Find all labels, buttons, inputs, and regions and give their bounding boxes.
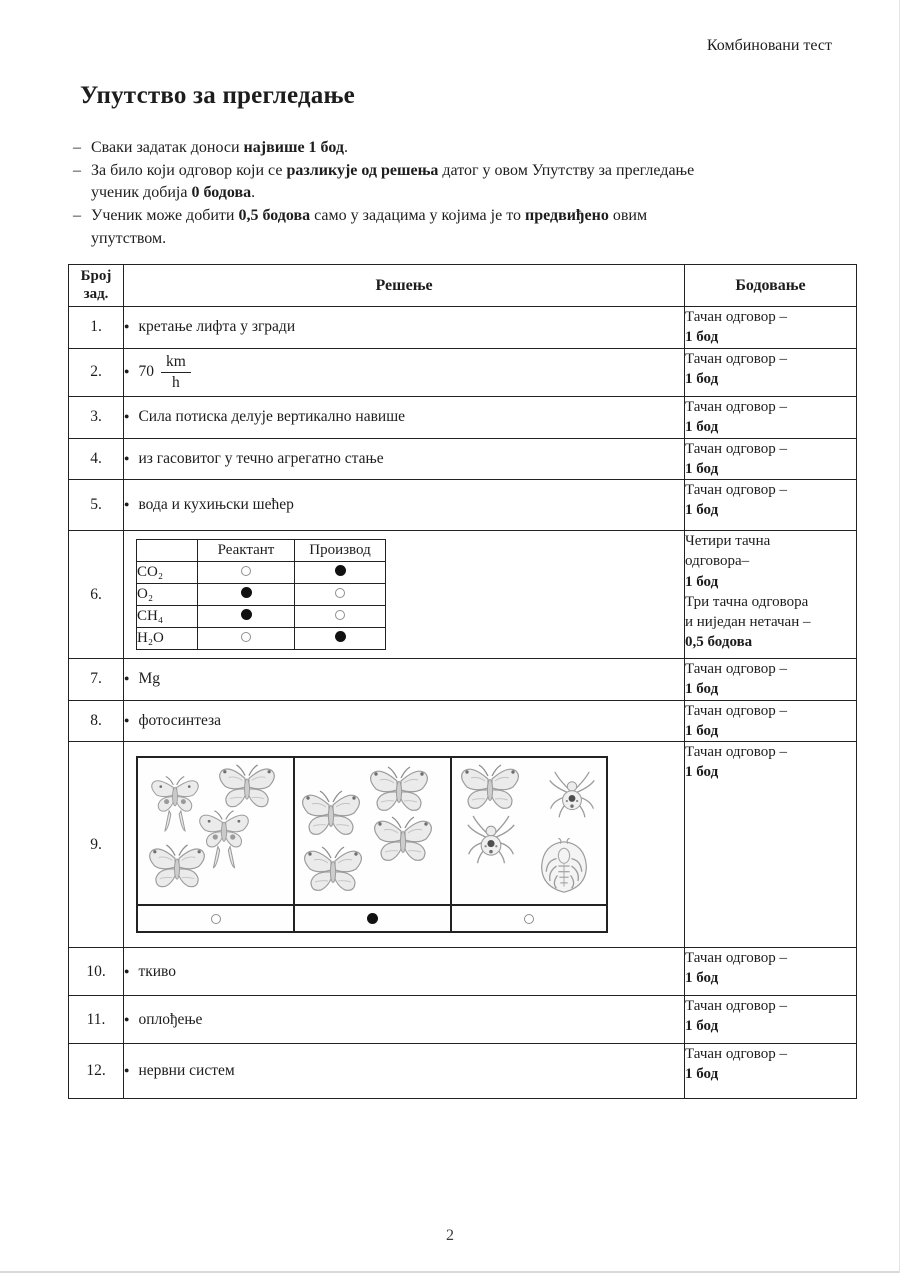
bullet-icon: ● [124,965,130,976]
fraction-numerator: km [161,353,191,373]
bullet-icon: ● [124,499,130,509]
instruction-item [73,160,863,205]
scoring-text-line: и ниједан нетачан – [685,614,811,630]
insect-panel [138,758,295,904]
instruction-item [73,205,863,250]
solution-value: 70 [138,362,154,380]
task-number: 11. [69,996,124,1044]
radio-unselected-icon [335,588,345,598]
instruction-segment: највише 1 бод [243,139,344,156]
task-number: 1. [69,307,124,349]
task-number: 3. [69,396,124,438]
solution-cell [124,396,685,438]
instruction-segment: 0,5 бодова [238,207,311,225]
fraction-denominator: h [171,373,180,391]
table-row [69,396,857,438]
radio-selected-icon [241,587,252,598]
chem-column-header [137,540,198,562]
insect-panels-figure [136,756,608,933]
instruction-segment: разликује од решења [286,161,439,179]
instruction-segment: . [343,139,348,156]
radio-selected-icon [241,609,252,620]
task-number: 5. [69,480,124,531]
solution-cell [124,659,685,701]
instruction-line [91,137,863,160]
radio-selected-icon [335,631,346,642]
instruction-segment: Сваки задатак доноси [91,139,244,156]
scoring-text-line: одговора– [685,553,750,570]
butterfly-icon [303,791,360,834]
insect-panel [452,758,606,904]
solution-cell [124,438,685,480]
solution-cell [124,348,685,396]
reactant-mark-cell [198,584,295,606]
chem-formula: H₂O [137,628,198,650]
dash-marker: – [73,207,81,225]
task-number: 7. [69,659,124,701]
instruction-text [91,160,863,205]
chem-row [137,584,386,606]
table-row [69,438,857,480]
scoring-text-line: Четири тачна [685,533,771,549]
instruction-line [91,205,863,228]
task-number: 4. [69,438,124,480]
scoring-cell [685,742,857,948]
scoring-text-line: Три тачна одговора [685,593,809,610]
scoring-cell [685,1044,857,1099]
solution-cell [124,307,685,349]
lunamoth-icon [152,777,199,831]
scoring-text-line: 1 бод [685,1018,719,1035]
instruction-segment: Ученик може добити [91,207,239,225]
radio-selected-icon [335,565,346,576]
scoring-text-line: Тачан одговор – [685,482,788,498]
table-row [69,659,857,701]
table-header-row [69,265,857,307]
chem-formula: CO₂ [137,562,198,584]
table-row [69,948,857,996]
solution-text: нервни систем [138,1062,235,1079]
column-header-task-number-line2: зад. [83,285,109,302]
scoring-cell [685,307,857,349]
scoring-text-line: 1 бод [685,681,719,698]
scoring-text-line: Тачан одговор – [685,350,788,367]
solution-cell [124,531,685,659]
solution-text: Mg [138,670,160,688]
spider-icon [550,772,595,817]
chem-formula: O₂ [137,584,198,606]
reactant-mark-cell [198,562,295,584]
bullet-icon: ● [124,673,130,684]
task-number: 10. [69,948,124,996]
scoring-text-line: Тачан одговор – [685,998,788,1014]
task-number: 6. [69,531,124,659]
scoring-text-line: 1 бод [685,1066,719,1083]
task-number: 12. [69,1044,124,1099]
scoring-cell [685,531,857,659]
task-number: 8. [69,700,124,742]
scoring-text-line: 1 бод [685,329,719,346]
product-mark-cell [295,562,386,584]
scoring-cell [685,700,857,742]
task-number: 9. [69,742,124,948]
scoring-text-line: 1 бод [685,460,719,477]
insect-panel-drawing [452,758,604,904]
table-row [69,700,857,742]
spider-icon [468,816,514,863]
solution-cell [124,742,685,948]
scoring-cell [685,396,857,438]
reactant-mark-cell [198,606,295,628]
table-row [69,1044,857,1099]
instruction-segment: предвиђено [524,207,609,225]
solution-text: Сила потиска делује вертикално навише [138,408,406,425]
chem-header-row [137,540,386,562]
column-header-scoring: Бодовање [685,265,857,307]
bullet-icon: ● [124,1065,130,1075]
scoring-text-line: Тачан одговор – [685,661,788,677]
butterfly-icon [220,765,275,807]
fraction [161,353,191,392]
butterfly-icon [462,765,519,808]
answer-option-cell [295,906,452,931]
table-row [69,307,857,349]
instruction-line [91,160,863,183]
butterfly-icon [305,847,362,890]
scoring-cell [685,438,857,480]
page-number: 2 [446,1227,454,1244]
solution-text: ткиво [138,962,176,980]
radio-selected-icon [367,913,378,924]
bullet-icon: ● [124,321,130,332]
scoring-text-line: 1 бод [685,722,719,739]
answer-option-cell [138,906,295,931]
solution-text: вода и кухињски шећер [138,496,294,513]
scoring-text-line: 1 бод [685,970,719,987]
scoring-text-line: Тачан одговор – [685,1046,788,1062]
scoring-text-line: Тачан одговор – [685,309,788,325]
scoring-cell [685,480,857,531]
page-title: Упутство за прегледање [80,82,355,109]
scoring-cell [685,948,857,996]
scoring-cell [685,348,857,396]
reactant-mark-cell [198,628,295,650]
table-row [69,742,857,948]
scoring-cell [685,659,857,701]
instruction-line [91,182,863,205]
butterfly-icon [375,817,432,860]
table-row [69,531,857,659]
instruction-item [73,137,863,160]
radio-unselected-icon [524,914,534,924]
task-number: 2. [69,348,124,396]
instruction-line [91,228,863,251]
solution-text: кретање лифта у згради [138,318,296,336]
instruction-segment: . [251,184,256,202]
scoring-table [68,264,857,1099]
scoring-text-line: Тачан одговор – [685,398,788,415]
product-mark-cell [295,628,386,650]
grading-instructions-list [73,137,863,251]
table-row [69,348,857,396]
bullet-icon: ● [124,411,130,421]
chem-column-header: Производ [295,540,386,562]
butterfly-icon [371,767,428,810]
bullet-icon: ● [124,452,130,463]
scoring-text-line: 0,5 бодова [685,634,753,651]
insect-panel [295,758,452,904]
bullet-icon: ● [124,365,130,376]
solution-text: из гасовитог у течно агрегатно стање [138,449,384,467]
bullet-icon: ● [124,1013,130,1024]
instruction-segment: датог у овом Упутству за прегледање [438,161,695,179]
bullet-icon: ● [124,714,130,725]
scoring-text-line: 1 бод [685,573,719,590]
solution-cell [124,948,685,996]
instruction-segment: само у задацима у којима је то [310,207,525,225]
radio-unselected-icon [241,632,251,642]
table-row [69,996,857,1044]
radio-unselected-icon [335,610,345,620]
tick-icon [542,838,587,892]
instruction-segment: За било који одговор који се [91,161,287,179]
solution-cell [124,996,685,1044]
instruction-text [91,137,863,160]
radio-unselected-icon [241,566,251,576]
solution-text: фотосинтеза [138,711,222,729]
instruction-text [91,205,863,250]
column-header-solution: Решење [124,265,685,307]
column-header-task-number [69,265,124,307]
column-header-task-number-line1: Број [80,268,112,285]
table-row [69,480,857,531]
instruction-segment: ученик добија [91,184,192,202]
answer-option-cell [452,906,606,931]
instruction-segment: овим [608,207,648,225]
chem-column-header: Реактант [198,540,295,562]
scoring-text-line: Тачан одговор – [685,440,788,457]
scoring-text-line: 1 бод [685,370,719,387]
document-type-label: Комбиновани тест [706,37,832,54]
dash-marker: – [73,139,81,156]
scoring-cell [685,996,857,1044]
solution-cell [124,1044,685,1099]
solution-text: оплођење [138,1010,203,1028]
instruction-segment: упутством. [91,229,167,247]
chem-subtable [136,539,386,650]
solution-cell [124,480,685,531]
scoring-text-line: Тачан одговор – [685,702,788,719]
lunamoth-icon [200,811,249,868]
scoring-text-line: Тачан одговор – [685,950,788,966]
scoring-text-line: 1 бод [685,418,719,435]
scoring-text-line: 1 бод [685,764,719,781]
instruction-segment: 0 бодова [191,184,252,202]
insect-panels-row [138,758,606,904]
butterfly-icon [150,845,205,887]
insect-panel-drawing [295,758,447,904]
insect-panel-drawing [138,758,290,904]
dash-marker: – [73,161,81,179]
scoring-text-line: Тачан одговор – [685,744,788,760]
chem-row [137,562,386,584]
scoring-text-line: 1 бод [685,502,719,519]
product-mark-cell [295,584,386,606]
chem-row [137,606,386,628]
product-mark-cell [295,606,386,628]
answer-options-strip [138,904,606,931]
radio-unselected-icon [211,914,221,924]
solution-cell [124,700,685,742]
chem-formula: CH₄ [137,606,198,628]
chem-row [137,628,386,650]
